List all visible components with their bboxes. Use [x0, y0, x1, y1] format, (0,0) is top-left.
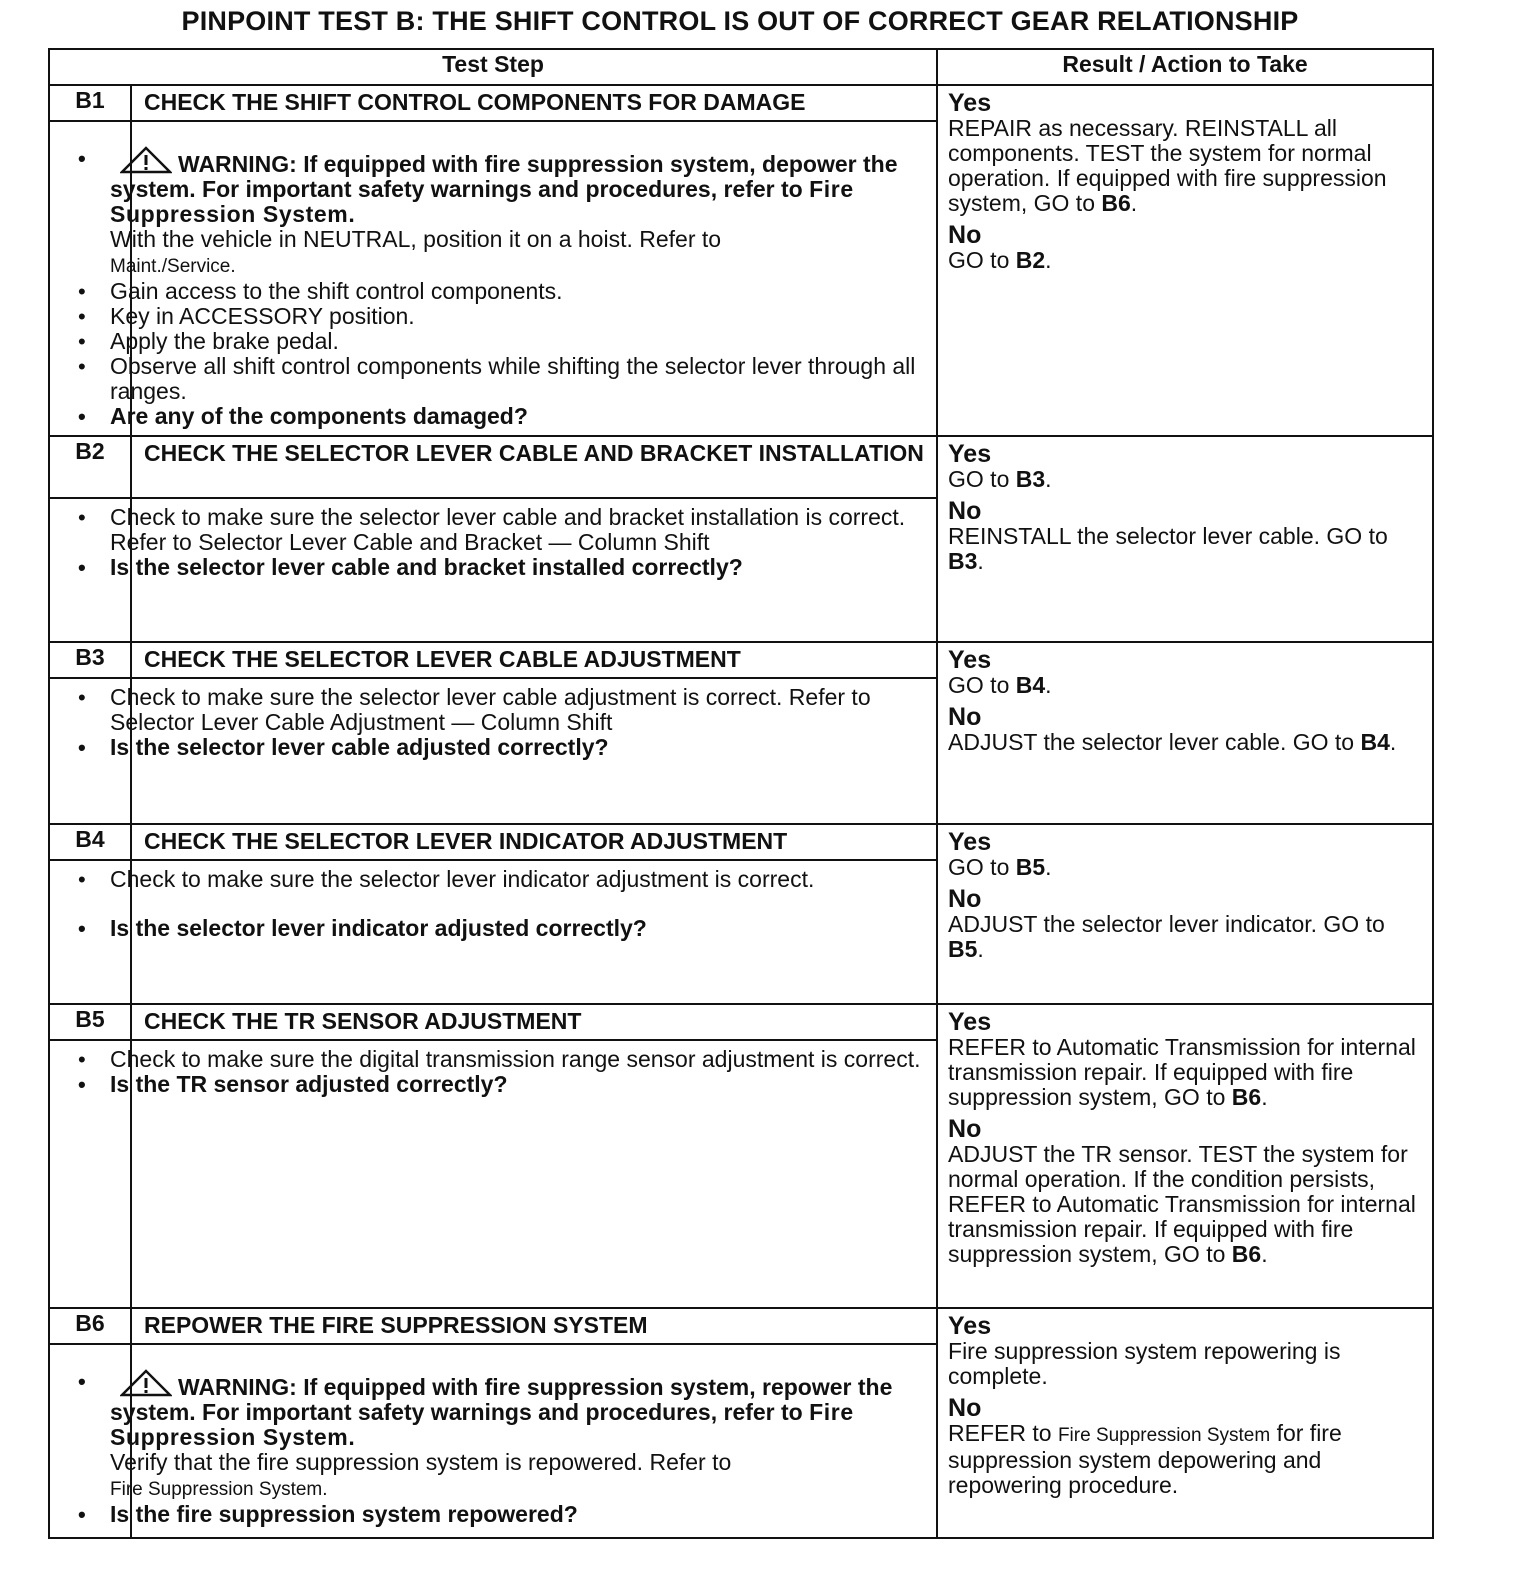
yes-action: REPAIR as necessary. REINSTALL all components. TEST the system for normal operation. If equipped with fire suppression system, GO to B6. — [948, 115, 1387, 216]
step-title: CHECK THE SELECTOR LEVER CABLE ADJUSTMENT — [131, 642, 937, 678]
step-body — [110, 678, 937, 824]
yes-label: Yes — [948, 828, 992, 856]
step-title: CHECK THE SELECTOR LEVER CABLE AND BRACKET INSTALLATION — [131, 436, 937, 498]
step-title: REPOWER THE FIRE SUPPRESSION SYSTEM — [131, 1308, 937, 1344]
step-id: B5 — [49, 1004, 131, 1040]
step-text: With the vehicle in NEUTRAL, position it on a hoist. Refer to Maint./Service. — [110, 226, 722, 277]
yes-action: GO to B3. — [948, 466, 1052, 492]
step-text: Verify that the fire suppression system is repowered. Refer to Fire Suppression System. — [110, 1449, 732, 1500]
step-b6-title-row — [49, 1308, 1433, 1344]
step-b3-title-row — [49, 642, 1433, 678]
step-id: B3 — [49, 642, 131, 678]
step-text: • Observe all shift control components while shifting the selector lever through all ranges. — [72, 354, 926, 404]
warning-item: • WARNING: If equipped with fire suppression system, depower the system. For important safety warnings and procedures, refer to Fire Suppression System. — [72, 128, 926, 227]
no-action: ADJUST the selector lever cable. GO to B4. — [948, 729, 1397, 755]
yes-label: Yes — [948, 646, 992, 674]
step-question: • Is the selector lever cable adjusted correctly? — [72, 735, 926, 760]
yes-action: REFER to Automatic Transmission for internal transmission repair. If equipped with fire suppression system, GO to B6. — [948, 1034, 1416, 1110]
step-b2-result — [937, 436, 1433, 642]
header-test-step: Test Step — [49, 49, 937, 85]
step-body — [110, 121, 937, 436]
page-title: PINPOINT TEST B: THE SHIFT CONTROL IS OUT OF CORRECT GEAR RELATIONSHIP — [181, 6, 1299, 36]
step-b4-title-row — [49, 824, 1433, 860]
no-action: ADJUST the TR sensor. TEST the system for normal operation. If the condition persists, REFER to Automatic Transmission for internal transmission repair. If equipped with fire suppression system, GO to B6. — [948, 1141, 1416, 1267]
step-body — [110, 1344, 937, 1538]
step-title: CHECK THE TR SENSOR ADJUSTMENT — [131, 1004, 937, 1040]
step-b3-result — [937, 642, 1433, 824]
step-body — [110, 860, 937, 1004]
no-label: No — [948, 1115, 982, 1143]
yes-action: GO to B5. — [948, 854, 1052, 880]
no-action: REINSTALL the selector lever cable. GO to B3. — [948, 523, 1388, 574]
no-label: No — [948, 221, 982, 249]
step-b1-result — [937, 85, 1433, 436]
yes-label: Yes — [948, 1312, 992, 1340]
yes-label: Yes — [948, 89, 992, 117]
yes-label: Yes — [948, 1008, 992, 1036]
no-label: No — [948, 497, 982, 525]
step-id: B1 — [49, 85, 131, 121]
step-text: • Check to make sure the selector lever indicator adjustment is correct. — [72, 867, 926, 892]
step-id: B4 — [49, 824, 131, 860]
step-question: • Are any of the components damaged? — [72, 404, 926, 429]
step-question: • Is the selector lever indicator adjusted correctly? — [72, 916, 926, 941]
header-result: Result / Action to Take — [937, 49, 1433, 85]
no-action: GO to B2. — [948, 247, 1052, 273]
step-question: • Is the fire suppression system repowered? — [72, 1502, 926, 1527]
step-b1-title-row — [49, 85, 1433, 121]
pinpoint-test-table — [48, 48, 1434, 1539]
step-text: • Check to make sure the selector lever cable adjustment is correct. Refer to Selector Lever Cable Adjustment — Column Shift — [72, 685, 926, 735]
step-text: • Check to make sure the digital transmission range sensor adjustment is correct. — [72, 1047, 926, 1072]
header-row — [49, 49, 1433, 85]
no-label: No — [948, 885, 982, 913]
step-b5-title-row — [49, 1004, 1433, 1040]
step-question: • Is the TR sensor adjusted correctly? — [72, 1072, 926, 1097]
no-label: No — [948, 703, 982, 731]
warning-item: • WARNING: If equipped with fire suppression system, repower the system. For important safety warnings and procedures, refer to Fire Suppression System. — [72, 1351, 926, 1450]
yes-action: GO to B4. — [948, 672, 1052, 698]
step-id: B6 — [49, 1308, 131, 1344]
yes-action: Fire suppression system repowering is complete. — [948, 1338, 1341, 1389]
step-text: • Check to make sure the selector lever cable and bracket installation is correct. Refer to Selector Lever Cable and Bracket — Column Shift — [72, 505, 926, 555]
step-b2-title-row — [49, 436, 1433, 498]
step-b4-result — [937, 824, 1433, 1004]
no-action: ADJUST the selector lever indicator. GO to B5. — [948, 911, 1385, 962]
step-question: • Is the selector lever cable and bracket installed correctly? — [72, 555, 926, 580]
step-id: B2 — [49, 436, 131, 498]
warning-triangle-icon — [120, 1369, 172, 1397]
step-text: • Gain access to the shift control components. — [72, 279, 926, 304]
step-text: • Apply the brake pedal. — [72, 329, 926, 354]
step-b5-result — [937, 1004, 1433, 1308]
goto-link: B6 — [1101, 190, 1131, 216]
yes-label: Yes — [948, 440, 992, 468]
step-text: • Key in ACCESSORY position. — [72, 304, 926, 329]
step-b6-result — [937, 1308, 1433, 1538]
step-title: CHECK THE SELECTOR LEVER INDICATOR ADJUSTMENT — [131, 824, 937, 860]
warning-triangle-icon — [120, 146, 172, 174]
no-label: No — [948, 1394, 982, 1422]
no-action: REFER to Fire Suppression System for fire suppression system depowering and repowering procedure. — [948, 1420, 1342, 1498]
step-body — [110, 1040, 937, 1308]
step-body — [110, 498, 937, 642]
goto-link: B2 — [1015, 247, 1046, 273]
step-title: CHECK THE SHIFT CONTROL COMPONENTS FOR DAMAGE — [131, 85, 937, 121]
